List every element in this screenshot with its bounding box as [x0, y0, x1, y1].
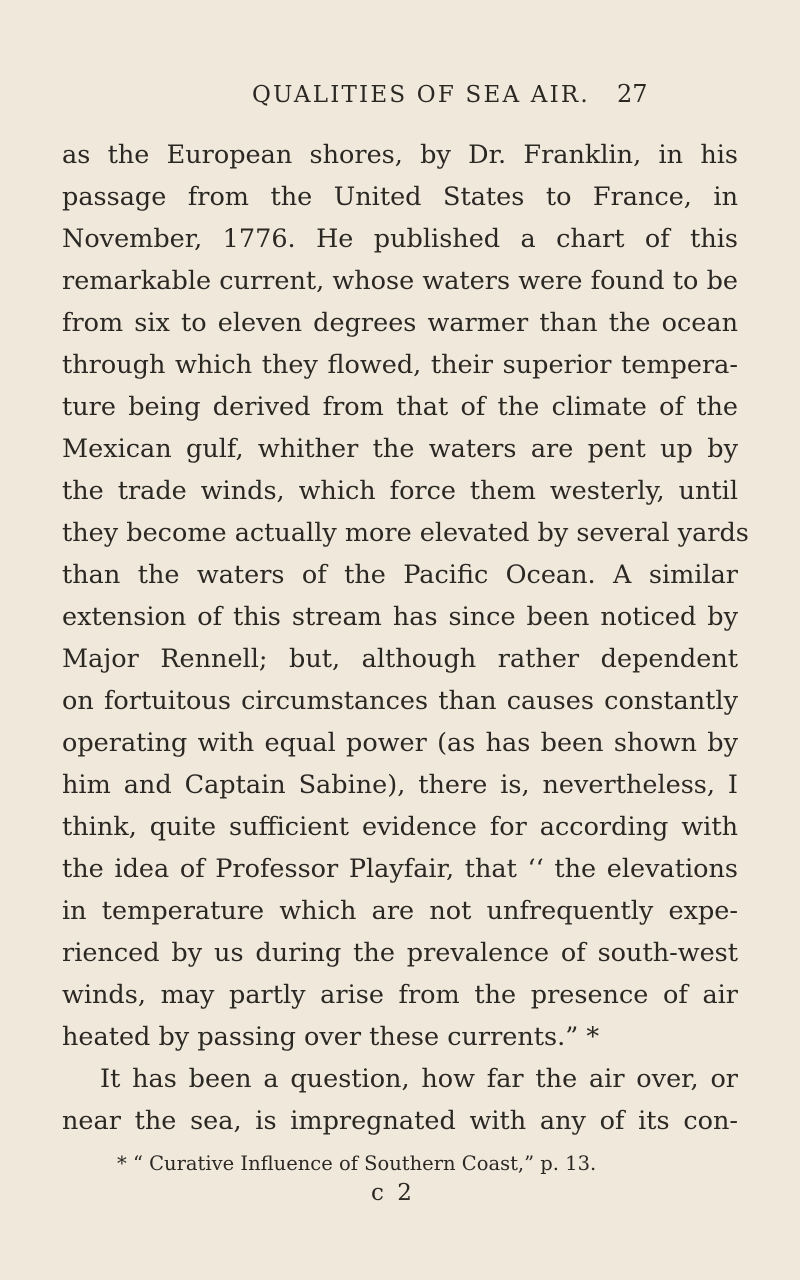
- text-line: in temperature which are not unfrequently expe-: [62, 896, 738, 926]
- running-title: QUALITIES OF SEA AIR.: [252, 82, 590, 108]
- text-line: the idea of Professor Playfair, that ‘‘ the elevations: [62, 854, 738, 884]
- text-line: extension of this stream has since been noticed by: [62, 602, 738, 632]
- text-line: winds, may partly arise from the presence of air: [62, 980, 738, 1010]
- text-line: passage from the United States to France, in: [62, 182, 738, 212]
- text-line: Major Rennell; but, although rather dependent: [62, 644, 738, 674]
- signature-mark: c 2: [371, 1180, 415, 1206]
- text-line: from six to eleven degrees warmer than the ocean: [62, 308, 738, 338]
- text-line: rienced by us during the prevalence of south-west: [62, 938, 738, 968]
- text-line: ture being derived from that of the climate of the: [62, 392, 738, 422]
- text-line: they become actually more elevated by several yards: [62, 518, 749, 548]
- text-line: on fortuitous circumstances than causes constantly: [62, 686, 738, 716]
- footnote: * “ Curative Influence of Southern Coast,” p. 13.: [117, 1152, 597, 1175]
- text-line: as the European shores, by Dr. Franklin, in his: [62, 140, 738, 170]
- text-line: Mexican gulf, whither the waters are pent up by: [62, 434, 738, 464]
- text-line: than the waters of the Pacific Ocean. A similar: [62, 560, 738, 590]
- text-line: through which they flowed, their superior tempera-: [62, 350, 738, 380]
- paragraph-start-line: It has been a question, how far the air over, or: [100, 1064, 738, 1094]
- text-line: remarkable current, whose waters were found to be: [62, 266, 738, 296]
- text-line: the trade winds, which force them westerly, until: [62, 476, 738, 506]
- text-line: him and Captain Sabine), there is, nevertheless, I: [62, 770, 738, 800]
- page-number: 27: [617, 80, 648, 108]
- text-line: near the sea, is impregnated with any of its con-: [62, 1106, 738, 1136]
- text-line: think, quite sufficient evidence for according with: [62, 812, 738, 842]
- text-line: November, 1776. He published a chart of this: [62, 224, 738, 254]
- text-line: heated by passing over these currents.” *: [62, 1022, 600, 1052]
- text-line: operating with equal power (as has been shown by: [62, 728, 738, 758]
